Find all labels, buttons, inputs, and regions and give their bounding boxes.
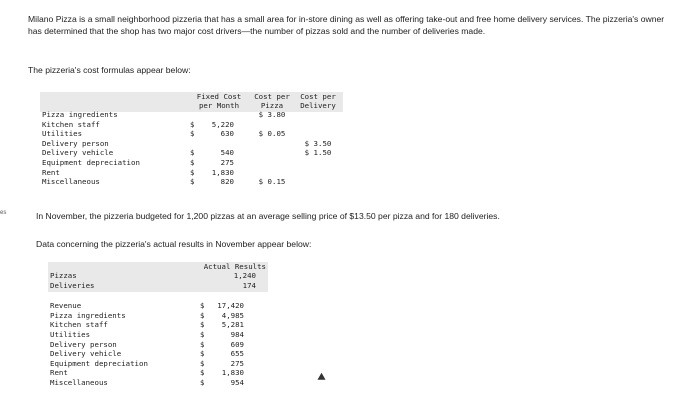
cost-row-fixed (190, 177, 248, 187)
fixed-amount: 275 (220, 157, 234, 167)
cost-row (42, 139, 340, 149)
currency-symbol: $ (200, 301, 205, 311)
cost-table-header-row (42, 92, 340, 110)
cost-row (42, 110, 340, 120)
cost-row (42, 158, 340, 168)
actual-row-label: Delivery person (50, 339, 117, 349)
cost-row-pizza (248, 158, 296, 168)
cost-row-delivery (296, 168, 340, 178)
actual-table-header-row (50, 262, 266, 271)
cost-row-delivery (296, 129, 340, 139)
cost-row (42, 129, 340, 139)
actual-amount: 4,985 (221, 310, 244, 320)
actual-row-label: Pizza ingredients (50, 310, 126, 320)
cost-row-label: Kitchen staff (42, 119, 100, 129)
currency-symbol: $ (190, 119, 195, 129)
cost-row-pizza: $ 0.15 (258, 177, 286, 187)
side-edge-label: es (0, 210, 7, 216)
cost-row-fixed (190, 129, 248, 139)
cost-row-fixed (190, 168, 248, 178)
actual-amount: 1,830 (221, 368, 244, 378)
cost-row-delivery (296, 177, 340, 187)
cost-row (42, 168, 340, 178)
cost-row-fixed (190, 148, 248, 158)
currency-symbol: $ (190, 157, 195, 167)
actual-row-amount (190, 330, 266, 340)
cost-row-label: Rent (42, 167, 60, 177)
activity-label: Deliveries (50, 280, 95, 290)
actual-row-amount (190, 340, 266, 350)
budget-paragraph: In November, the pizzeria budgeted for 1,200 pizzas at an average selling price of $13.50 per pizza and for 180 deliveries. (36, 211, 500, 221)
cost-row-pizza: $ 0.05 (258, 129, 286, 139)
cost-row-pizza (248, 168, 296, 178)
cost-row-pizza (248, 148, 296, 158)
actual-amount: 954 (230, 377, 244, 387)
actual-row (50, 311, 266, 321)
cost-row-pizza (248, 139, 296, 149)
cost-row-label: Delivery vehicle (42, 148, 114, 158)
currency-symbol: $ (190, 148, 195, 158)
currency-symbol: $ (190, 167, 195, 177)
actual-row-label: Miscellaneous (50, 377, 108, 387)
currency-symbol: $ (200, 320, 205, 330)
cost-row-label: Miscellaneous (42, 177, 100, 187)
header-cost-per-pizza: Cost per Pizza (254, 92, 290, 110)
activity-row (50, 281, 266, 291)
actual-row-amount (190, 378, 266, 388)
cost-row-fixed (190, 120, 248, 130)
cost-row (42, 177, 340, 187)
actual-row-amount (190, 290, 266, 311)
header-fixed-cost: Fixed Cost per Month (196, 92, 242, 110)
actual-amount: 984 (230, 329, 244, 339)
actual-intro: Data concerning the pizzeria's actual results in November appear below: (36, 239, 312, 249)
fixed-amount: 630 (220, 129, 234, 139)
actual-row (50, 290, 266, 311)
actual-row-amount (190, 311, 266, 321)
actual-row-amount (190, 349, 266, 359)
currency-symbol: $ (200, 339, 205, 349)
actual-amount: 275 (230, 358, 244, 368)
actual-row (50, 320, 266, 330)
actual-row-label: Kitchen staff (50, 320, 108, 330)
currency-symbol: $ (200, 368, 205, 378)
activity-value: 174 (242, 280, 256, 290)
currency-symbol: $ (190, 177, 195, 187)
formulas-intro: The pizzeria's cost formulas appear below: (28, 65, 191, 75)
cost-row-delivery: $ 1.50 (304, 148, 332, 158)
cost-formulas-table (42, 92, 340, 187)
mouse-cursor-icon (315, 373, 325, 383)
currency-symbol: $ (200, 329, 205, 339)
cost-table-body (42, 110, 340, 187)
actual-row-amount (190, 359, 266, 369)
actual-row-amount (190, 320, 266, 330)
cost-row-delivery (296, 158, 340, 168)
cost-row-pizza (248, 120, 296, 130)
actual-row-label: Equipment depreciation (50, 358, 148, 368)
intro-paragraph: Milano Pizza is a small neighborhood pizzeria that has a small area for in-store dining as well as offering take-out and free home delivery services. The pizzeria's owner has determined that the shop has two major cost drivers—the number of pizzas sold and the number of deliveries made. (28, 14, 665, 36)
cost-row (42, 148, 340, 158)
currency-symbol: $ (200, 377, 205, 387)
cost-row-fixed (190, 139, 248, 149)
fixed-amount: 820 (220, 177, 234, 187)
activity-label: Pizzas (50, 271, 77, 280)
fixed-amount: 5,220 (211, 119, 234, 129)
currency-symbol: $ (200, 349, 205, 359)
cost-row-fixed (190, 110, 248, 120)
cost-row-label: Utilities (42, 129, 83, 139)
activity-value: 1,240 (233, 271, 256, 280)
actual-amount: 609 (230, 339, 244, 349)
cost-row-delivery (296, 110, 340, 120)
actual-amount: 5,281 (221, 320, 244, 330)
activity-row (50, 271, 266, 281)
currency-symbol: $ (200, 310, 205, 320)
cost-row-label: Delivery person (42, 138, 109, 148)
actual-row (50, 359, 266, 369)
actual-amount: 655 (230, 349, 244, 359)
actual-amount: 17,420 (217, 301, 244, 311)
cost-row-pizza: $ 3.80 (258, 110, 286, 119)
actual-results-table (50, 262, 266, 388)
currency-symbol: $ (200, 358, 205, 368)
actual-row-label: Revenue (50, 301, 82, 311)
actual-row-label: Rent (50, 368, 68, 378)
actual-row-label: Delivery vehicle (50, 349, 122, 359)
actual-row-label: Utilities (50, 329, 91, 339)
actual-row (50, 349, 266, 359)
actual-table-body (50, 290, 266, 387)
fixed-amount: 1,830 (211, 167, 234, 177)
actual-row (50, 330, 266, 340)
fixed-amount: 540 (220, 148, 234, 158)
activity-body (50, 271, 266, 290)
cost-row-label: Pizza ingredients (42, 110, 118, 119)
header-actual-results: Actual Results (203, 262, 266, 271)
header-cost-per-delivery: Cost per Delivery (300, 92, 336, 110)
actual-row (50, 340, 266, 350)
currency-symbol: $ (190, 129, 195, 139)
cost-row-label: Equipment depreciation (42, 157, 140, 167)
cost-row-delivery (296, 120, 340, 130)
cost-row-fixed (190, 158, 248, 168)
cost-row-delivery: $ 3.50 (304, 138, 332, 148)
actual-row (50, 378, 266, 388)
actual-row (50, 368, 266, 378)
cost-row (42, 120, 340, 130)
actual-row-amount (190, 368, 266, 378)
